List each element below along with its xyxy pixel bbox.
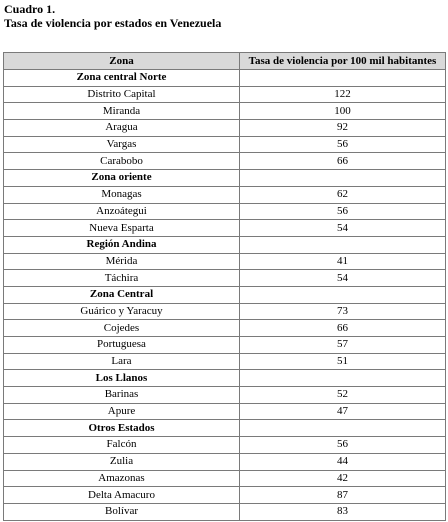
group-row (4, 286, 446, 303)
violence-rate: 62 (240, 186, 446, 203)
table-row (4, 303, 446, 320)
table-row (4, 203, 446, 220)
violence-rate: 122 (240, 86, 446, 103)
state-name: Cojedes (4, 320, 240, 337)
violence-rate: 42 (240, 470, 446, 487)
state-name: Zulia (4, 453, 240, 470)
group-rate-empty (240, 286, 446, 303)
violence-rate: 57 (240, 337, 446, 354)
table-row (4, 453, 446, 470)
violence-rate: 52 (240, 387, 446, 404)
caption-title: Tasa de violencia por estados en Venezuela (4, 16, 222, 30)
state-name: Carabobo (4, 153, 240, 170)
table-row (4, 136, 446, 153)
state-name: Bolívar (4, 503, 240, 520)
table-row (4, 403, 446, 420)
state-name: Monagas (4, 186, 240, 203)
group-rate-empty (240, 420, 446, 437)
group-name: Región Andina (4, 236, 240, 253)
violence-rate: 41 (240, 253, 446, 270)
group-row (4, 70, 446, 87)
table-row (4, 186, 446, 203)
violence-rate: 83 (240, 503, 446, 520)
table-row (4, 103, 446, 120)
state-name: Lara (4, 353, 240, 370)
header-tasa: Tasa de violencia por 100 mil habitantes (240, 53, 446, 70)
violence-rate: 56 (240, 437, 446, 454)
violence-rate: 54 (240, 270, 446, 287)
group-name: Zona Central (4, 286, 240, 303)
state-name: Barinas (4, 387, 240, 404)
state-name: Táchira (4, 270, 240, 287)
table-row (4, 337, 446, 354)
group-row (4, 370, 446, 387)
state-name: Miranda (4, 103, 240, 120)
group-name: Los Llanos (4, 370, 240, 387)
group-rate-empty (240, 70, 446, 87)
violence-rate: 100 (240, 103, 446, 120)
state-name: Amazonas (4, 470, 240, 487)
violence-rate: 54 (240, 220, 446, 237)
state-name: Portuguesa (4, 337, 240, 354)
table-row (4, 86, 446, 103)
state-name: Guárico y Yaracuy (4, 303, 240, 320)
table-row (4, 270, 446, 287)
group-row (4, 170, 446, 187)
state-name: Delta Amacuro (4, 487, 240, 504)
violence-rate: 66 (240, 320, 446, 337)
violence-rate: 51 (240, 353, 446, 370)
violence-rate: 56 (240, 136, 446, 153)
header-zona: Zona (4, 53, 240, 70)
violence-rate: 87 (240, 487, 446, 504)
caption-number: Cuadro 1. (4, 2, 56, 16)
table-row (4, 437, 446, 454)
table-row (4, 503, 446, 520)
table-row (4, 120, 446, 137)
violence-rate: 92 (240, 120, 446, 137)
header-row (4, 53, 446, 70)
group-row (4, 236, 446, 253)
group-rate-empty (240, 236, 446, 253)
group-name: Otros Estados (4, 420, 240, 437)
table-row (4, 320, 446, 337)
group-name: Zona central Norte (4, 70, 240, 87)
violence-rate: 44 (240, 453, 446, 470)
table-row (4, 487, 446, 504)
table-row (4, 387, 446, 404)
state-name: Mérida (4, 253, 240, 270)
state-name: Distrito Capital (4, 86, 240, 103)
group-rate-empty (240, 170, 446, 187)
table-header (4, 53, 446, 70)
table-body (4, 70, 446, 521)
violence-rate: 56 (240, 203, 446, 220)
table-row (4, 153, 446, 170)
table-row (4, 353, 446, 370)
table-row (4, 220, 446, 237)
group-rate-empty (240, 370, 446, 387)
group-name: Zona oriente (4, 170, 240, 187)
table-row (4, 253, 446, 270)
state-name: Aragua (4, 120, 240, 137)
state-name: Falcón (4, 437, 240, 454)
violence-rate: 66 (240, 153, 446, 170)
state-name: Vargas (4, 136, 240, 153)
violence-rate: 73 (240, 303, 446, 320)
violence-rate-table (3, 52, 446, 521)
violence-rate: 47 (240, 403, 446, 420)
state-name: Anzoátegui (4, 203, 240, 220)
table-caption (4, 2, 221, 30)
table-row (4, 470, 446, 487)
state-name: Apure (4, 403, 240, 420)
group-row (4, 420, 446, 437)
state-name: Nueva Esparta (4, 220, 240, 237)
